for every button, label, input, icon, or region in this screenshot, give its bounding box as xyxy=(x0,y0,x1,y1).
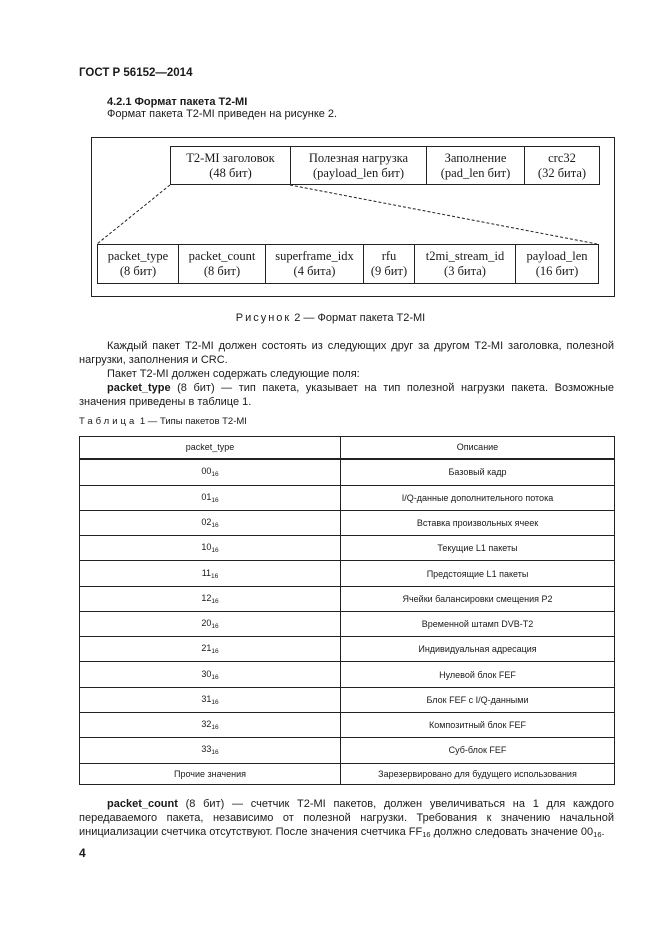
paragraph: Пакет T2-MI должен содержать следующие поля: xyxy=(107,368,360,380)
field-name: payload_len xyxy=(526,249,588,263)
field-name: t2mi_stream_id xyxy=(425,249,505,263)
field-size: (9 бит) xyxy=(370,264,408,278)
figure-caption xyxy=(0,312,661,324)
field-name: T2-MI заголовок xyxy=(186,150,275,165)
table-row xyxy=(80,611,615,636)
table-row xyxy=(80,738,615,763)
connector-right xyxy=(290,185,597,244)
packet-type-cell: Прочие значения xyxy=(80,763,341,785)
description-cell: Временной штамп DVB-T2 xyxy=(341,611,615,636)
padding-field xyxy=(427,147,525,184)
caption-prefix: Рисунок xyxy=(235,312,292,324)
superframe-idx-field xyxy=(266,245,364,283)
payload-len-field xyxy=(516,245,598,283)
connector-left xyxy=(97,185,170,244)
field-name: packet_count xyxy=(188,249,256,263)
description-cell: Базовый кадр xyxy=(341,459,615,485)
packet-type-cell: $31_{16}$ xyxy=(80,687,341,712)
table-row xyxy=(80,510,615,535)
packet-types-table xyxy=(79,436,615,785)
packet-type-cell: $30_{16}$ xyxy=(80,662,341,687)
packet-type-cell: $33_{16}$ xyxy=(80,738,341,763)
packet-count-field xyxy=(179,245,266,283)
description-cell: Предстоящие L1 пакеты xyxy=(341,561,615,586)
description-cell: I/Q-данные дополнительного потока xyxy=(341,485,615,510)
table-caption xyxy=(79,416,247,427)
table-row xyxy=(80,586,615,611)
field-name: packet_type xyxy=(107,249,169,263)
description-cell: Нулевой блок FEF xyxy=(341,662,615,687)
caption-prefix: Таблица xyxy=(79,416,138,427)
paragraph: packet_count (8 бит) — счетчик T2-MI пакетов, должен увеличиваться на 1 для каждого передаваемого пакета, независимо от полезной нагрузки. Требования к значению начальной инициализации счетчика отсутствуют. После значения счетчика $FF_{16}$ должно следовать значение $00_{16}$. xyxy=(79,798,614,839)
description-cell: Текущие L1 пакеты xyxy=(341,536,615,561)
packet-type-cell: $11_{16}$ xyxy=(80,561,341,586)
field-name: rfu xyxy=(381,249,397,263)
crc32-field xyxy=(525,147,599,184)
description-cell: Блок FEF с I/Q-данными xyxy=(341,687,615,712)
paragraph: Каждый пакет T2-MI должен состоять из следующих друг за другом T2-MI заголовка, полезной нагрузки, заполнения и CRC. xyxy=(79,340,614,366)
description-cell: Индивидуальная адресация xyxy=(341,637,615,662)
field-size: (48 бит) xyxy=(209,165,252,180)
table-row xyxy=(80,459,615,485)
field-name: crc32 xyxy=(548,150,576,165)
field-size: (8 бит) xyxy=(119,264,157,278)
payload-field xyxy=(291,147,427,184)
description-cell: Вставка произвольных ячеек xyxy=(341,510,615,535)
packet-type-cell: $01_{16}$ xyxy=(80,485,341,510)
packet-type-field xyxy=(98,245,179,283)
column-header: packet_type xyxy=(80,437,341,459)
table-row xyxy=(80,712,615,737)
field-size: (4 бита) xyxy=(293,264,336,278)
field-name: Заполнение xyxy=(444,150,507,165)
field-size: (payload_len бит) xyxy=(312,165,405,180)
table-row xyxy=(80,485,615,510)
packet-type-cell: $00_{16}$ xyxy=(80,459,341,485)
rfu-field xyxy=(364,245,415,283)
table-row xyxy=(80,637,615,662)
packet-type-cell: $21_{16}$ xyxy=(80,637,341,662)
packet-type-cell: $02_{16}$ xyxy=(80,510,341,535)
field-size: (8 бит) xyxy=(203,264,241,278)
field-name: superframe_idx xyxy=(275,249,354,263)
section-intro: Формат пакета T2-MI приведен на рисунке 2. xyxy=(107,108,338,120)
t2mi-stream-id-field xyxy=(415,245,516,283)
field-size: (3 бита) xyxy=(444,264,486,278)
paragraph: packet_type (8 бит) — тип пакета, указывает на тип полезной нагрузки пакета. Возможные значения приведены в таблице 1. xyxy=(79,382,614,408)
term-packet-count: packet_count xyxy=(107,798,178,810)
packet-type-cell: $10_{16}$ xyxy=(80,536,341,561)
packet-type-cell: $12_{16}$ xyxy=(80,586,341,611)
column-header: Описание xyxy=(341,437,615,459)
description-cell: Композитный блок FEF xyxy=(341,712,615,737)
table-row xyxy=(80,687,615,712)
table-header-row xyxy=(80,437,615,459)
section-title: 4.2.1 Формат пакета T2-MI xyxy=(107,96,248,108)
page-number: 4 xyxy=(79,846,86,860)
field-size: (pad_len бит) xyxy=(440,165,511,180)
document-code: ГОСТ Р 56152—2014 xyxy=(79,67,193,79)
header-field xyxy=(171,147,291,184)
table-row xyxy=(80,536,615,561)
caption-text: 1 — Типы пакетов T2-MI xyxy=(137,416,247,427)
table-row xyxy=(80,561,615,586)
packet-type-cell: $32_{16}$ xyxy=(80,712,341,737)
description-cell: Ячейки балансировки смещения P2 xyxy=(341,586,615,611)
caption-text: 2 — Формат пакета T2-MI xyxy=(291,312,426,324)
packet-type-cell: $20_{16}$ xyxy=(80,611,341,636)
term-packet-type: packet_type xyxy=(107,382,171,394)
t2mi-packet-structure xyxy=(170,146,600,185)
t2mi-header-structure xyxy=(97,244,599,284)
table-row xyxy=(80,763,615,785)
field-size: (32 бита) xyxy=(537,165,587,180)
table-row xyxy=(80,662,615,687)
description-cell: Зарезервировано для будущего использования xyxy=(341,763,615,785)
description-cell: Суб-блок FEF xyxy=(341,738,615,763)
field-name: Полезная нагрузка xyxy=(308,150,409,165)
field-size: (16 бит) xyxy=(535,264,579,278)
